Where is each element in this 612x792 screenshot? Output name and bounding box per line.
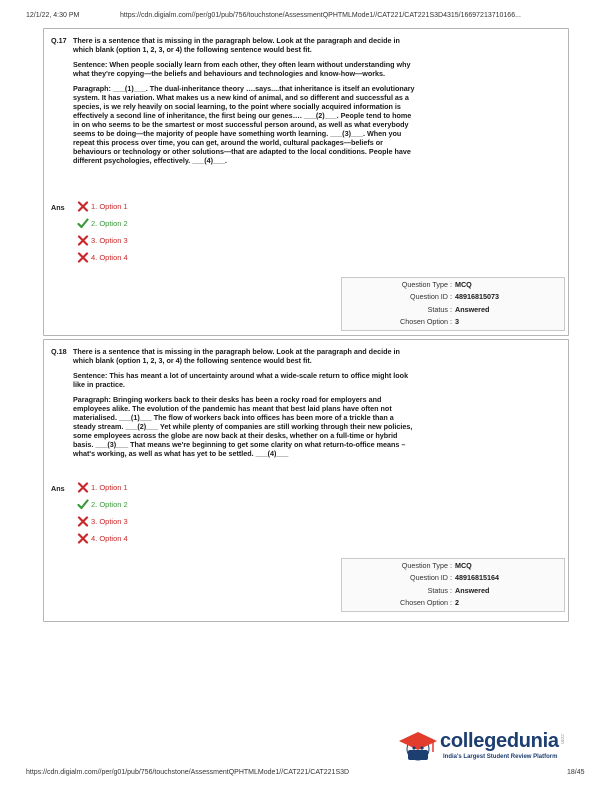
option-label: 2. Option 2 xyxy=(91,500,128,509)
meta-status: Answered xyxy=(455,304,490,314)
meta-status-label: Status : xyxy=(427,304,452,314)
option-label: 3. Option 3 xyxy=(91,517,128,526)
cross-icon xyxy=(77,533,89,544)
question-card-18 xyxy=(43,339,569,622)
meta-status-label: Status : xyxy=(427,585,452,595)
logo-tagline: India's Largest Student Review Platform xyxy=(443,754,558,760)
option-3 xyxy=(77,513,128,530)
option-2 xyxy=(77,496,128,513)
question-meta xyxy=(341,558,565,612)
print-url: https://cdn.digialm.com//per/g01/pub/756/touchstone/AssessmentQPHTMLMode1//CAT221/CAT221S3D4315/16697213710166... xyxy=(120,12,521,19)
meta-id-label: Question ID : xyxy=(410,573,452,583)
option-label: 1. Option 1 xyxy=(91,483,128,492)
option-label: 4. Option 4 xyxy=(91,534,128,543)
meta-type: MCQ xyxy=(455,279,472,289)
option-3 xyxy=(77,232,128,249)
options-list xyxy=(77,479,128,547)
question-paragraph: Paragraph: Bringing workers back to their desks has been a rocky road for employers and employees alike. The evolution of the pandemic has meant that best laid plans have often not materialised. ___(1)___ The flow of workers back into offices has been more of a trickle than a steady stream. ___(2)___ Yet while plenty of companies are still working through their new policies, some employees across the globe are now back at their desks, whether on a full-time or hybrid basis. ___(3)___ That means we're beginning to get some clarity on what return-to-office means – what's working, as well as what has yet to be settled. ___(4)___ xyxy=(73,395,413,458)
cross-icon xyxy=(77,516,89,527)
meta-id: 48916815073 xyxy=(455,292,499,302)
option-2 xyxy=(77,215,128,232)
print-footer xyxy=(0,769,612,781)
question-number: Q.17 xyxy=(51,36,67,45)
logo-suffix: .com xyxy=(559,733,565,744)
collegedunia-logo xyxy=(393,722,573,774)
cross-icon xyxy=(77,482,89,493)
option-1 xyxy=(77,479,128,496)
meta-type-label: Question Type : xyxy=(401,279,452,289)
question-number: Q.18 xyxy=(51,347,67,356)
check-icon xyxy=(77,499,89,510)
question-card-17 xyxy=(43,28,569,336)
answer-label: Ans xyxy=(51,203,65,212)
question-text xyxy=(73,347,418,464)
meta-type: MCQ xyxy=(455,560,472,570)
question-text xyxy=(73,36,418,171)
print-header xyxy=(0,12,612,24)
option-4 xyxy=(77,249,128,266)
option-label: 4. Option 4 xyxy=(91,253,128,262)
meta-chosen-label: Chosen Option : xyxy=(400,317,452,327)
question-paragraph: Paragraph: ___(1)___. The dual-inheritance theory ….says....that inheritance is itself an evolutionary system. It has variation. What makes us a new kind of animal, and so different and successful as a species, is we rely heavily on social learning, to the point where socially acquired information is effectively a second line of inheritance, the first being our genes…. ___(2)___. People tend to home in on who seems to be the smartest or most successful person around, as well as what everybody seems to be doing—the majority of people have something worth learning. ___(3)___. When you repeat this process over time, you can get, around the world, cultural packages—beliefs or behaviours or technology or other solutions—that are adapted to the local conditions. People have different psychologies, effectively. ___(4)___. xyxy=(73,84,415,165)
cross-icon xyxy=(77,201,89,212)
logo-wordmark: collegedunia xyxy=(440,730,559,752)
graduation-cap-icon xyxy=(395,724,441,770)
question-instruction: There is a sentence that is missing in the paragraph below. Look at the paragraph and decide in which blank (option 1, 2, 3, or 4) the following sentence would best fit. xyxy=(73,347,400,365)
options-list xyxy=(77,198,128,266)
cross-icon xyxy=(77,235,89,246)
option-4 xyxy=(77,530,128,547)
print-datetime: 12/1/22, 4:30 PM xyxy=(26,12,80,19)
question-sentence: Sentence: When people socially learn from each other, they often learn without understanding why what they're copying—the beliefs and behaviours and technologies and know-how—works. xyxy=(73,60,411,78)
option-label: 3. Option 3 xyxy=(91,236,128,245)
meta-id-label: Question ID : xyxy=(410,292,452,302)
cross-icon xyxy=(77,252,89,263)
question-sentence: Sentence: This has meant a lot of uncertainty around what a wide-scale return to office might look like in practice. xyxy=(73,371,409,389)
meta-chosen: 3 xyxy=(455,317,459,327)
option-1 xyxy=(77,198,128,215)
question-meta xyxy=(341,277,565,331)
meta-status: Answered xyxy=(455,585,490,595)
option-label: 2. Option 2 xyxy=(91,219,128,228)
meta-id: 48916815164 xyxy=(455,573,499,583)
check-icon xyxy=(77,218,89,229)
option-label: 1. Option 1 xyxy=(91,202,128,211)
page-number: 18/45 xyxy=(567,769,585,776)
meta-chosen-label: Chosen Option : xyxy=(400,598,452,608)
answer-label: Ans xyxy=(51,484,65,493)
question-instruction: There is a sentence that is missing in the paragraph below. Look at the paragraph and decide in which blank (option 1, 2, 3, or 4) the following sentence would best fit. xyxy=(73,36,400,54)
meta-type-label: Question Type : xyxy=(401,560,452,570)
footer-url: https://cdn.digialm.com//per/g01/pub/756/touchstone/AssessmentQPHTMLMode1//CAT221/CAT221S3D xyxy=(26,769,350,776)
meta-chosen: 2 xyxy=(455,598,459,608)
